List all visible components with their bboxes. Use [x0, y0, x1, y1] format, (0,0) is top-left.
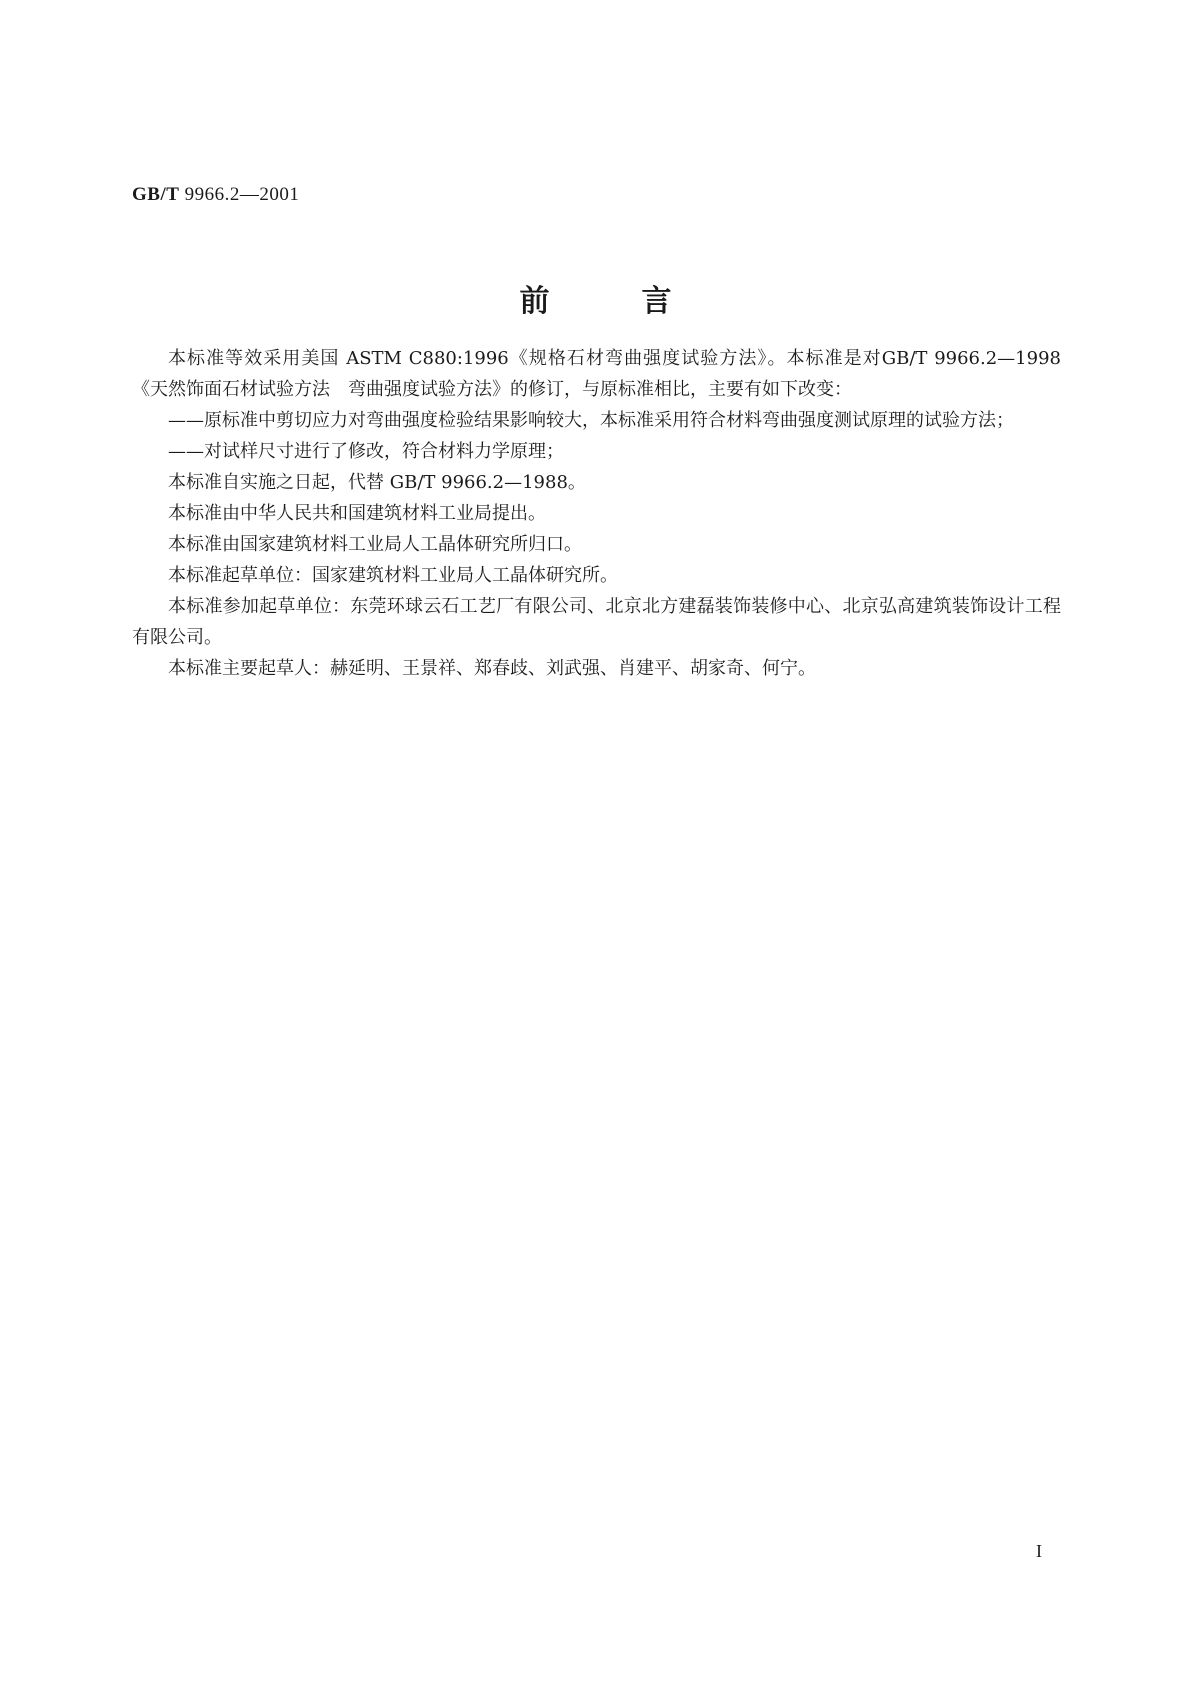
- paragraph-drafting-unit: 本标准起草单位：国家建筑材料工业局人工晶体研究所。: [168, 565, 618, 586]
- paragraph-change-2: ——对试样尺寸进行了修改，符合材料力学原理；: [168, 441, 564, 462]
- title-char-2: 言: [641, 284, 672, 319]
- paragraph-drafters: 本标准主要起草人：赫延明、王景祥、郑春歧、刘武强、肖建平、胡家奇、何宁。: [168, 658, 816, 679]
- standard-number: 9966.2—2001: [184, 184, 300, 205]
- title-char-1: 前: [519, 284, 550, 319]
- paragraph-participating-units: 本标准参加起草单位：东莞环球云石工艺厂有限公司、北京北方建磊装饰装修中心、北京弘高建筑装饰设计工程有限公司。: [132, 596, 1061, 648]
- paragraph-change-1: ——原标准中剪切应力对弯曲强度检验结果影响较大，本标准采用符合材料弯曲强度测试原理的试验方法；: [168, 410, 1014, 431]
- standard-code: [132, 184, 299, 206]
- page-number: I: [1036, 1541, 1042, 1561]
- paragraph-adoption: 本标准等效采用美国 ASTM C880:1996《规格石材弯曲强度试验方法》。本标准是对GB/T 9966.2—1998《天然饰面石材试验方法 弯曲强度试验方法》的修订，与原标准相比，主要有如下改变：: [132, 348, 1061, 400]
- page-title: [0, 276, 1191, 320]
- foreword-body: [132, 343, 1061, 684]
- paragraph-replaces: 本标准自实施之日起，代替 GB/T 9966.2—1988。: [168, 472, 586, 493]
- standard-prefix: GB/T: [132, 184, 180, 205]
- paragraph-proposed-by: 本标准由中华人民共和国建筑材料工业局提出。: [168, 503, 546, 524]
- paragraph-administered-by: 本标准由国家建筑材料工业局人工晶体研究所归口。: [168, 534, 582, 555]
